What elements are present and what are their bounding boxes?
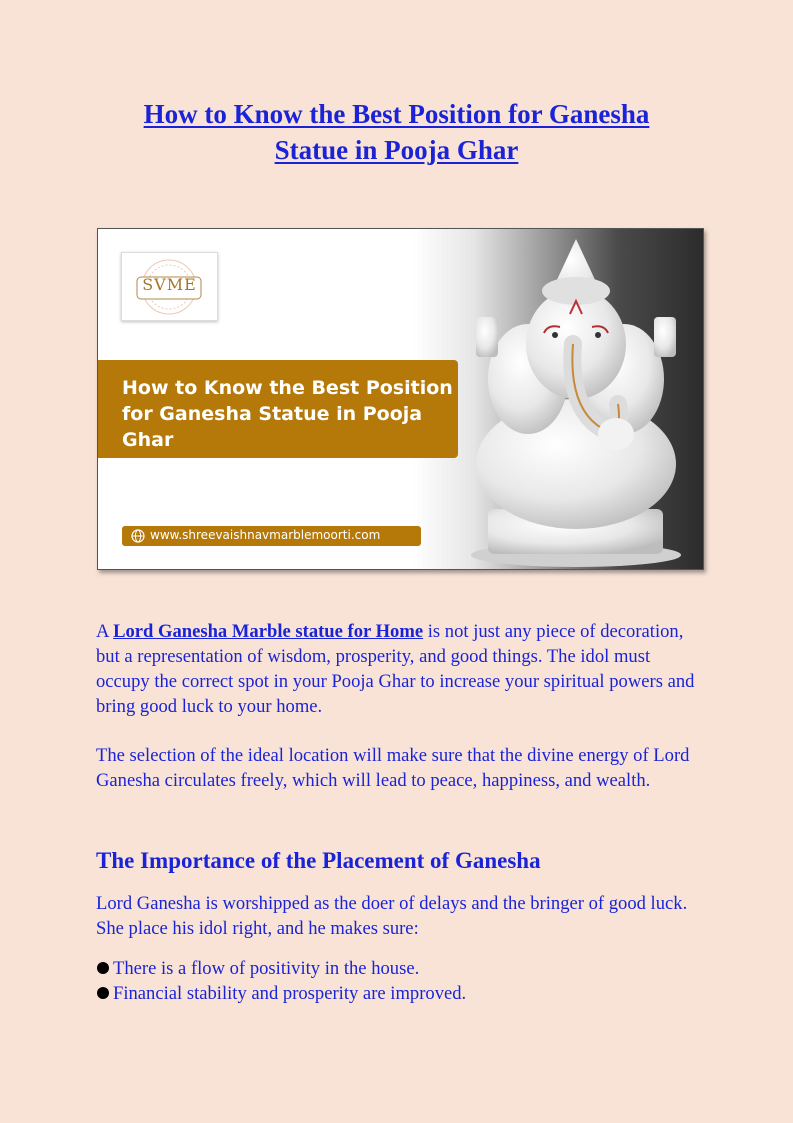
hero-banner-image (97, 228, 704, 570)
intro-paragraph (96, 619, 706, 719)
intro-prefix: A (96, 621, 114, 642)
list-item (96, 981, 466, 1006)
bullet-icon (97, 987, 109, 999)
globe-icon (131, 529, 145, 543)
website-url: www.shreevaishnavmarblemoorti.com (150, 528, 381, 542)
svme-logo (121, 252, 218, 321)
section-paragraph: Lord Ganesha is worshipped as the doer of delays and the bringer of good luck. She place his idol right, and he makes sure: (96, 893, 688, 939)
list-item-text: Financial stability and prosperity are improved. (113, 983, 467, 1004)
location-paragraph: The selection of the ideal location will make sure that the divine energy of Lord Ganesha circulates freely, which will lead to peace, happiness, and wealth. (96, 745, 690, 791)
ganesha-marble-statue-link[interactable]: Lord Ganesha Marble statue for Home (113, 621, 424, 642)
title-line-2[interactable]: Statue in Pooja Ghar (274, 135, 519, 165)
ganesha-statue-image (448, 229, 703, 569)
bullet-icon (97, 962, 109, 974)
section-heading: The Importance of the Placement of Ganesha (96, 848, 541, 873)
website-url-pill (122, 526, 421, 546)
intro-rest: is not just any piece of decoration, but a representation of wisdom, prosperity, and good things. The idol must occupy the correct spot in your Pooja Ghar to increase your spiritual powers and bring good luck to your home. (96, 621, 695, 717)
banner-heading-box (98, 360, 458, 458)
list-item (96, 956, 466, 981)
banner-heading: How to Know the Best Position for Ganesha Statue in Pooja Ghar (122, 377, 453, 451)
logo-text: SVME (142, 275, 197, 294)
page-title[interactable] (90, 96, 703, 168)
title-line-1[interactable]: How to Know the Best Position for Ganesha (143, 99, 650, 129)
list-item-text: There is a flow of positivity in the house. (113, 958, 420, 979)
benefits-list (96, 956, 466, 1006)
